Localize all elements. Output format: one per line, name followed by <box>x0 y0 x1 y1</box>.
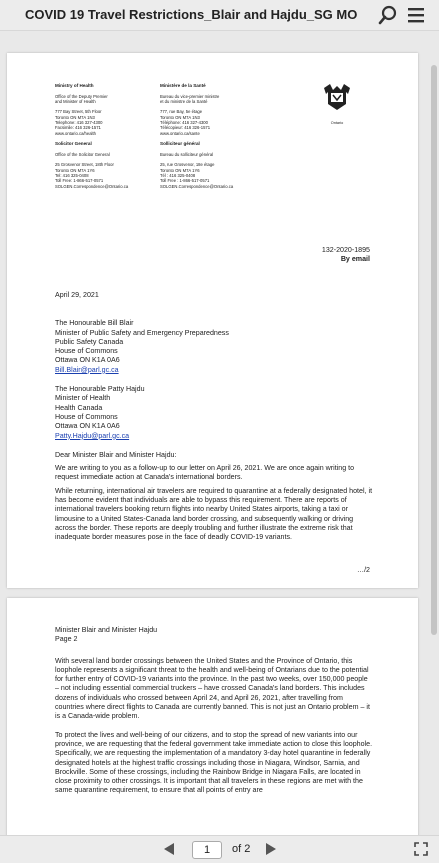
letterhead-right: Ministère de la Santé Bureau du vice-premier ministre et du ministre de la Santé 777, rue Bay, 5e étage Toronto ON M7A 1N3 Téléphone: 416 327-4300 Télécopieur: 416 326-1571 www.ontario.ca/sante Solliciteur général Bureau du solliciteur général 25, rue Grosvenor, 18e étage Toronto ON M7A 1Y6 Tél : 416 325-0408 Toll Free : 1-866-517-0571 SOLGEN.Correspondence@Ontario.ca <box>160 83 234 189</box>
letter-body-page-2 <box>55 626 373 800</box>
page-2-paragraph-2: To protect the lives and well-being of our citizens, and to stop the spread of new variants into our province, we are requesting that the federal government take immediate action to close this loophole. Specifically, we are requesting the implementation of a mandatory 3-day hotel quarantine in federally designated hotels at the highest traffic crossings including those in Niagara, Windsor, Sarnia, and Brockville. Some of these crossings, including the Rainbow Bridge in Niagara Falls, are located in close proximity to other crossings. It is important that all travelers in these regions are met with the same quarantine requirement, to ensure that all points of entry are <box>55 730 373 795</box>
page-2-paragraph-1: With several land border crossings between the United States and the Province of Ontario, this loophole represents a significant threat to the health and well-being of Ontarians due to the potential for further entry of COVID-19 variants into the province. In the past two weeks, over 150,000 people – not including essential commercial truckers – have crossed Canada's land borders. This includes dozens of individuals who crossed between April 24, and April 26, 2021, after travelling from countries where direct flights to Canada are currently banned. This is not just an Ontario problem – it is a Canada-wide problem. <box>55 656 370 721</box>
top-bar <box>0 0 439 31</box>
next-page-icon[interactable] <box>264 842 278 856</box>
page-number-input[interactable]: 1 <box>192 841 222 859</box>
continued-marker: …/2 <box>356 566 370 574</box>
salutation: Dear Minister Blair and Minister Hajdu: <box>55 450 177 459</box>
document-title: COVID 19 Travel Restrictions_Blair and Hajdu_SG MO <box>25 7 358 22</box>
vertical-scrollbar[interactable] <box>431 65 437 635</box>
bottom-toolbar <box>0 835 439 863</box>
document-viewer[interactable] <box>0 31 439 835</box>
by-email-label: By email <box>340 255 370 264</box>
prev-page-icon[interactable] <box>162 842 176 856</box>
recipient-2: The Honourable Patty Hajdu Minister of Health Health Canada House of Commons Ottawa ON K1A 0A6 Patty.Hajdu@parl.gc.ca <box>55 385 375 441</box>
page-count-label: of 2 <box>232 843 251 855</box>
page-2-header-number: Page 2 <box>55 635 78 644</box>
email-link-blair[interactable]: Bill.Blair@parl.gc.ca <box>55 365 119 374</box>
paragraph-2: While returning, international air travelers are required to quarantine at a federally designated hotel, it has become evident that individuals are able to bypass this requirement. There are reports of international travelers booking return flights into nearby United States airports, taking a taxi or limousine to a United States-Canada land border crossing, and subsequently walking or driving across the border. These reports are deeply troubling and further illustrate the extreme risk that inadequate border measures pose in the face of deadly COVID-19 variants. <box>55 486 373 542</box>
ontario-logo: Ontario <box>320 82 354 124</box>
letterhead-left: Ministry of Health Office of the Deputy Premier and Minister of Health 777 Bay Street, 5th Floor Toronto ON M7A 1N3 Telephone: 416 327-4300 Facsimile: 416 326-1571 www.ontario.ca/health Solicitor General Office of the Solicitor General 25 Grosvenor Street, 18th Floor Toronto ON M7A 1Y6 Tel: 416 325-0408 Toll Free: 1-866-517-0571 SOLGEN.Correspondence@Ontario.ca <box>55 83 129 189</box>
page-2 <box>7 598 418 835</box>
fullscreen-icon[interactable] <box>414 842 428 856</box>
paragraph-1: We are writing to you as a follow-up to our letter on April 26, 2021. We are once again writing to request immediate action at Canada's international borders. <box>55 464 355 482</box>
page-2-header-names: Minister Blair and Minister Hajdu <box>55 626 158 634</box>
email-link-hajdu[interactable]: Patty.Hajdu@parl.gc.ca <box>55 431 130 440</box>
recipient-1: The Honourable Bill Blair Minister of Public Safety and Emergency Preparedness Public Safety Canada House of Commons Ottawa ON K1A 0A6 Bill.Blair@parl.gc.ca <box>55 319 375 375</box>
page-1 <box>7 53 418 588</box>
letter-date: April 29, 2021 <box>55 291 99 299</box>
reference-number: 132-2020-1895 <box>321 246 370 254</box>
search-icon[interactable] <box>377 4 399 26</box>
letter-body-page-1 <box>55 291 375 547</box>
reference-block <box>322 246 370 265</box>
menu-icon[interactable] <box>405 4 427 26</box>
